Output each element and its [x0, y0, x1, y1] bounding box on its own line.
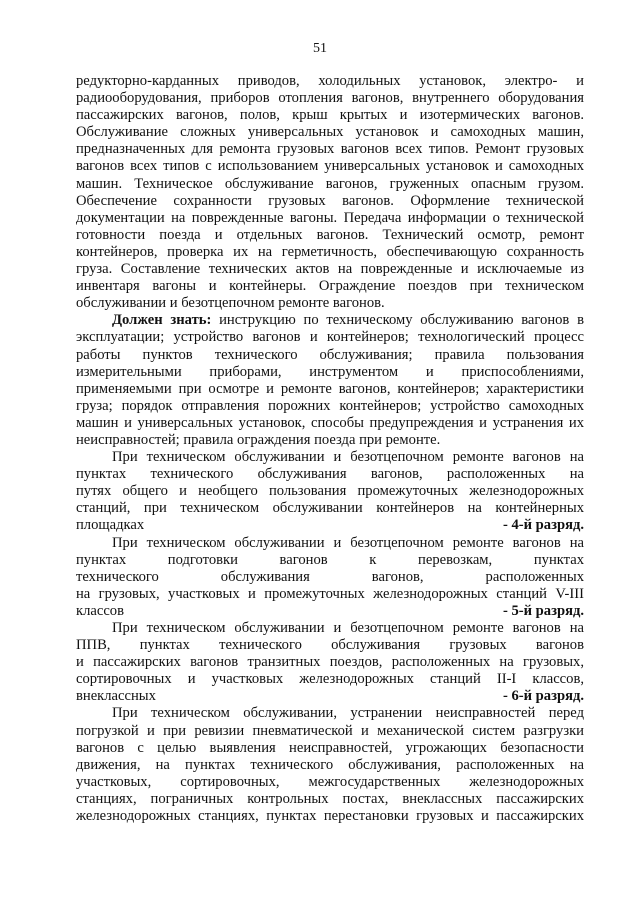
text-line: железнодорожных станциях, пунктах перестановки грузовых и пассажирских [76, 808, 584, 825]
text-line: пассажирских вагонов, полов, крыш крытых и изотермических вагонов. [76, 107, 584, 124]
text-line: станциях, пограничных контрольных постах, внеклассных пассажирских [76, 790, 584, 807]
text-line: участковых, сортировочных, межгосударственных железнодорожных [76, 773, 584, 790]
text-line: измерительными приборами, инструментом и приспособлениями, [76, 363, 584, 380]
document-body [76, 73, 584, 825]
text-line: Обслуживание сложных универсальных установок и самоходных машин, [76, 124, 584, 141]
text-line: путях общего и необщего пользования промежуточных железнодорожных [76, 483, 584, 500]
text-line: готовности поезда и отдельных вагонов. Технический осмотр, ремонт [76, 226, 584, 243]
text-line: редукторно-карданных приводов, холодильных установок, электро- и [76, 73, 584, 89]
paragraph-final [76, 705, 584, 825]
text-line: радиооборудования, приборов отопления вагонов, внутреннего оборудования [76, 90, 584, 107]
text-line: машин. Техническое обслуживание вагонов, груженных опасным грузом. [76, 175, 584, 192]
rank-line-text: внеклассных [76, 688, 156, 705]
text-line: движения, на пунктах технического обслуживания, расположенных на [76, 756, 584, 773]
paragraph-rank-5 [76, 535, 584, 620]
text-line: и пассажирских вагонов транзитных поездов, расположенных на грузовых, [76, 654, 584, 671]
text-line: пунктах технического обслуживания вагонов, расположенных на [76, 466, 584, 483]
text-line: технического обслуживания вагонов, расположенных [76, 568, 584, 585]
rank-line-text: площадках [76, 517, 145, 534]
must-know-first-line [76, 312, 584, 329]
text-line: предназначенных для ремонта грузовых вагонов всех типов. Ремонт грузовых [76, 141, 584, 158]
text-line: Обеспечение сохранности грузовых вагонов. Оформление технической [76, 192, 584, 209]
paragraph-must-know [76, 312, 584, 449]
page-number: 51 [313, 41, 327, 56]
text-line: вагонов с целью выявления неисправностей, угрожающих безопасности [76, 739, 584, 756]
text-line: на грузовых, участковых и промежуточных железнодорожных станций V-III [76, 585, 584, 602]
rank-line [76, 517, 584, 534]
text-line: пунктах подготовки вагонов к перевозкам, пунктах [76, 551, 584, 568]
paragraph-rank-6 [76, 620, 584, 705]
text-line: документации на поврежденные вагоны. Передача информации о технической [76, 209, 584, 226]
rank-line-text: классов [76, 602, 124, 619]
text-line: эксплуатации; устройство вагонов и контейнеров; технологический процесс [76, 329, 584, 346]
text-line: груза; порядок отправления порожних контейнеров; устройство самоходных [76, 397, 584, 414]
paragraph-rank-4 [76, 449, 584, 534]
text-line: груза. Составление технических актов на поврежденные и исключаемые из [76, 261, 584, 278]
text-line: обслуживании и безотцепочном ремонте вагонов. [76, 295, 385, 312]
text-line: применяемыми при осмотре и ремонте вагонов, контейнеров; характеристики [76, 380, 584, 397]
paragraph-equipment [76, 73, 584, 312]
rank-label: - 4-й разряд. [502, 517, 584, 534]
text-line: При техническом обслуживании и безотцепочном ремонте вагонов на [112, 449, 584, 466]
rank-line [76, 688, 584, 705]
must-know-label: Должен знать: [112, 312, 212, 329]
must-know-first-text: инструкцию по техническому обслуживанию вагонов в [211, 312, 584, 329]
rank-label: - 6-й разряд. [502, 688, 584, 705]
text-line: неисправностей; правила ограждения поезда при ремонте. [76, 431, 441, 448]
text-line: погрузкой и при ревизии пневматической и механической систем разгрузки [76, 722, 584, 739]
text-line: станций, при техническом обслуживании контейнеров на контейнерных [76, 500, 584, 517]
text-line: При техническом обслуживании и безотцепочном ремонте вагонов на [112, 534, 584, 551]
text-line: сортировочных и участковых железнодорожных станций II-I классов, [76, 671, 584, 688]
text-line: инвентаря вагоны и контейнеры. Ограждение поездов при техническом [76, 278, 584, 295]
rank-label: - 5-й разряд. [502, 602, 584, 619]
text-line: работы пунктов технического обслуживания; правила пользования [76, 346, 584, 363]
text-line: При техническом обслуживании и безотцепочном ремонте вагонов на [112, 620, 584, 636]
text-line: При техническом обслуживании, устранении неисправностей перед [112, 705, 584, 722]
rank-line [76, 603, 584, 620]
text-line: вагонов всех типов с использованием универсальных установок и самоходных [76, 158, 584, 175]
text-line: машин и универсальных установок, способы предупреждения и устранения их [76, 414, 584, 431]
text-line: ППВ, пунктах технического обслуживания грузовых вагонов [76, 637, 584, 654]
text-line: контейнеров, проверка их на герметичность, обеспечивающую сохранность [76, 243, 584, 260]
